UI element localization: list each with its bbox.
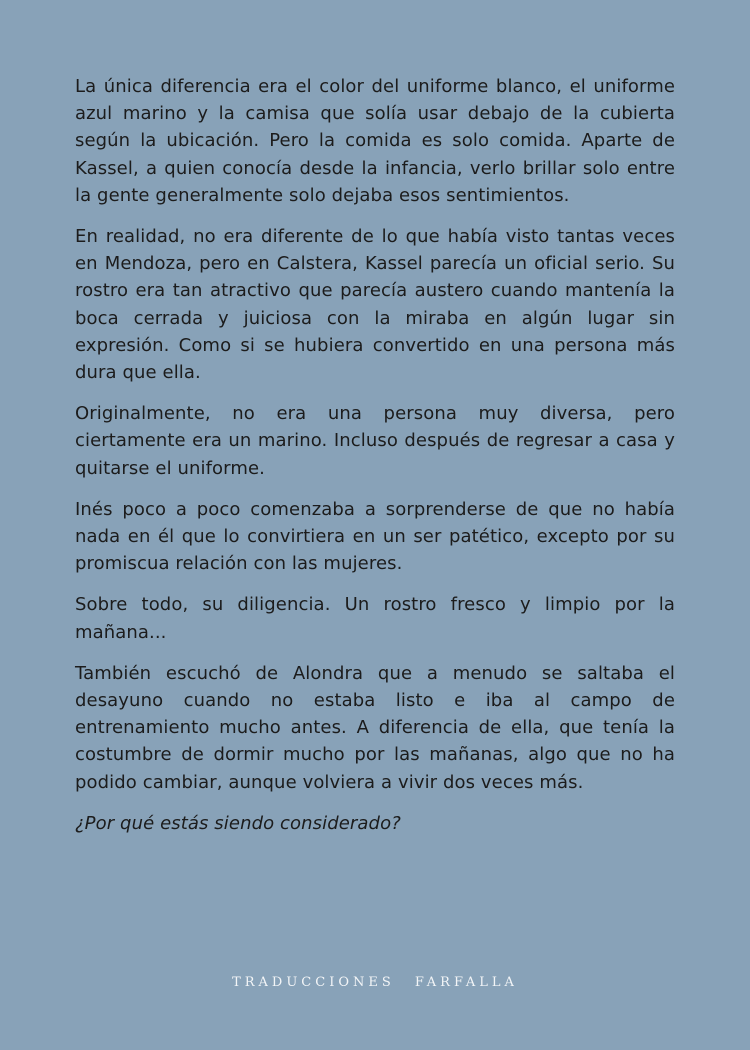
paragraph-2: En realidad, no era diferente de lo que había visto tantas veces en Mendoza, pero en Calstera, Kassel parecía un oficial serio. Su rostro era tan atractivo que parecía austero cuando mantenía la boca cerrada y juiciosa con la miraba en algún lugar sin expresión. Como si se hubiera convertido en una persona más dura que ella. xyxy=(75,226,675,384)
page-body xyxy=(75,73,675,851)
paragraph-4: Inés poco a poco comenzaba a sorprenderse de que no había nada en él que lo convirtiera en un ser patético, excepto por su promiscua relación con las mujeres. xyxy=(75,498,675,575)
paragraph-7-italic: ¿Por qué estás siendo considerado? xyxy=(75,812,401,834)
paragraph-6: También escuchó de Alondra que a menudo se saltaba el desayuno cuando no estaba listo e iba al campo de entrenamiento mucho antes. A diferencia de ella, que tenía la costumbre de dormir mucho por las mañanas, algo que no ha podido cambiar, aunque volviera a vivir dos veces más. xyxy=(75,662,675,793)
paragraph-3: Originalmente, no era una persona muy diversa, pero ciertamente era un marino. Incluso después de regresar a casa y quitarse el uniforme. xyxy=(75,403,675,479)
paragraph-5: Sobre todo, su diligencia. Un rostro fresco y limpio por la mañana... xyxy=(75,594,675,643)
paragraph-1: La única diferencia era el color del uniforme blanco, el uniforme azul marino y la camisa que solía usar debajo de la cubierta según la ubicación. Pero la comida es solo comida. Aparte de Kassel, a quien conocía desde la infancia, verlo brillar solo entre la gente generalmente solo dejaba esos sentimientos. xyxy=(75,76,675,206)
footer-credit: TRADUCCIONES FARFALLA xyxy=(232,975,518,990)
